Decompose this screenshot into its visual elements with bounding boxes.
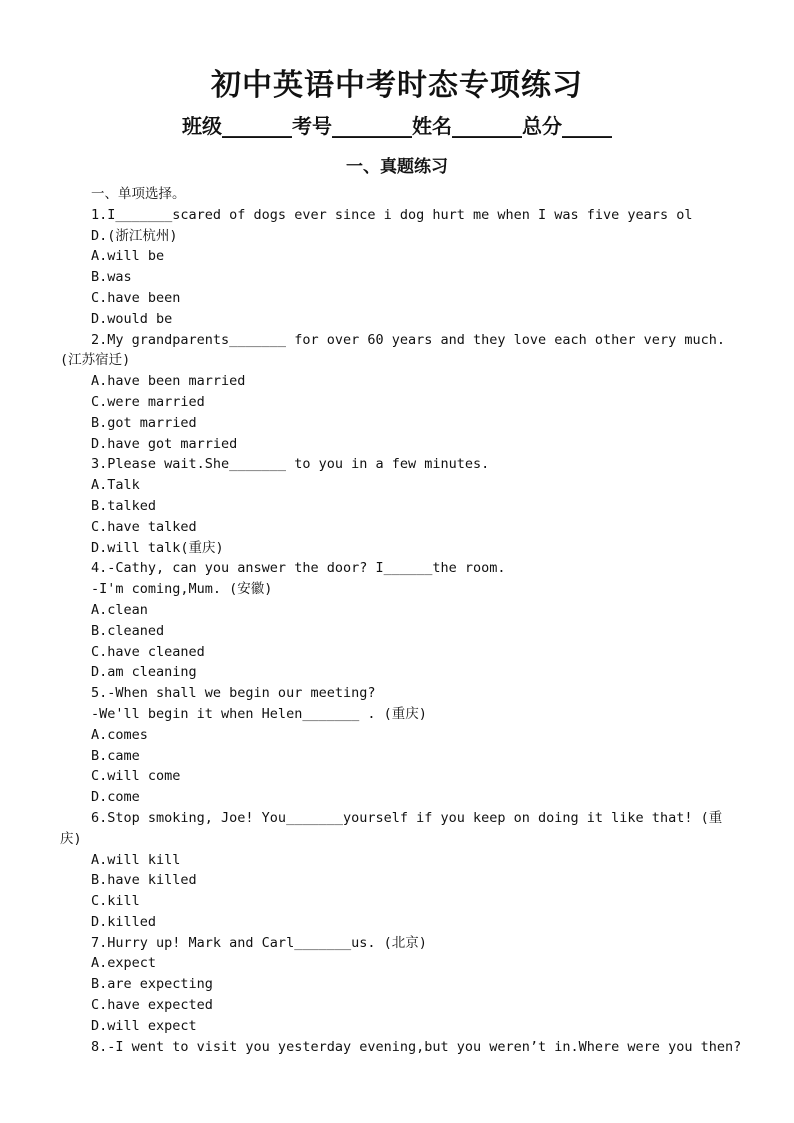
question-line: -I'm coming,Mum. (安徽) [91,581,273,598]
option-line: C.have talked [91,518,197,535]
option-line: D.would be [91,310,173,327]
question-line: 2.My grandparents_______ for over 60 years and they love each other very much. [91,331,725,348]
option-line: C.have expected [91,997,213,1014]
question-line: 3.Please wait.She_______ to you in a few minutes. [91,456,490,473]
question-line: 5.-When shall we begin our meeting? [91,685,376,702]
question-line: 6.Stop smoking, Joe! You_______yourself if you keep on doing it like that! (重 [91,809,723,826]
option-line: D.come [91,789,140,806]
question-line: 1.I_______scared of dogs ever since i dog hurt me when I was five years ol [91,206,693,223]
option-line: C.were married [91,393,205,410]
option-line: A.will be [91,248,165,265]
section-heading: 一、真题练习 [346,157,448,177]
question-line: 7.Hurry up! Mark and Carl_______us. (北京) [91,934,427,951]
question-line: D.(浙江杭州) [91,227,178,244]
question-line: (江苏宿迁) [60,352,131,369]
option-line: A.comes [91,726,148,743]
page-title: 初中英语中考时态专项练习 [211,68,583,103]
question-line: 庆) [60,830,82,847]
option-line: C.will come [91,768,181,785]
option-line: B.have killed [91,872,197,889]
option-line: C.kill [91,893,140,910]
option-line: C.have been [91,289,181,306]
question-line: 8.-I went to visit you yesterday evening,but you weren’t in.Where were you then? [91,1038,742,1055]
option-line: A.clean [91,601,148,618]
option-line: A.Talk [91,477,140,494]
option-line: A.have been married [91,373,246,390]
student-info-line: 班级_______考号________姓名_______总分_____ [182,114,612,138]
option-line: D.have got married [91,435,238,452]
option-line: D.killed [91,913,157,930]
option-line: B.are expecting [91,976,213,993]
option-line: B.was [91,269,132,286]
question-line: -We'll begin it when Helen_______ . (重庆) [91,705,427,722]
question-line: 4.-Cathy, can you answer the door? I______the room. [91,560,506,577]
option-line: D.am cleaning [91,664,197,681]
question-body [60,184,742,1057]
option-line: D.will talk(重庆) [91,539,224,556]
option-line: D.will expect [91,1017,197,1034]
option-line: A.will kill [91,851,181,868]
option-line: C.have cleaned [91,643,205,660]
option-line: B.cleaned [91,622,165,639]
option-line: B.got married [91,414,197,431]
option-line: B.talked [91,497,157,514]
option-line: B.came [91,747,140,764]
part-heading: 一、单项选择。 [91,186,186,202]
option-line: A.expect [91,955,157,972]
